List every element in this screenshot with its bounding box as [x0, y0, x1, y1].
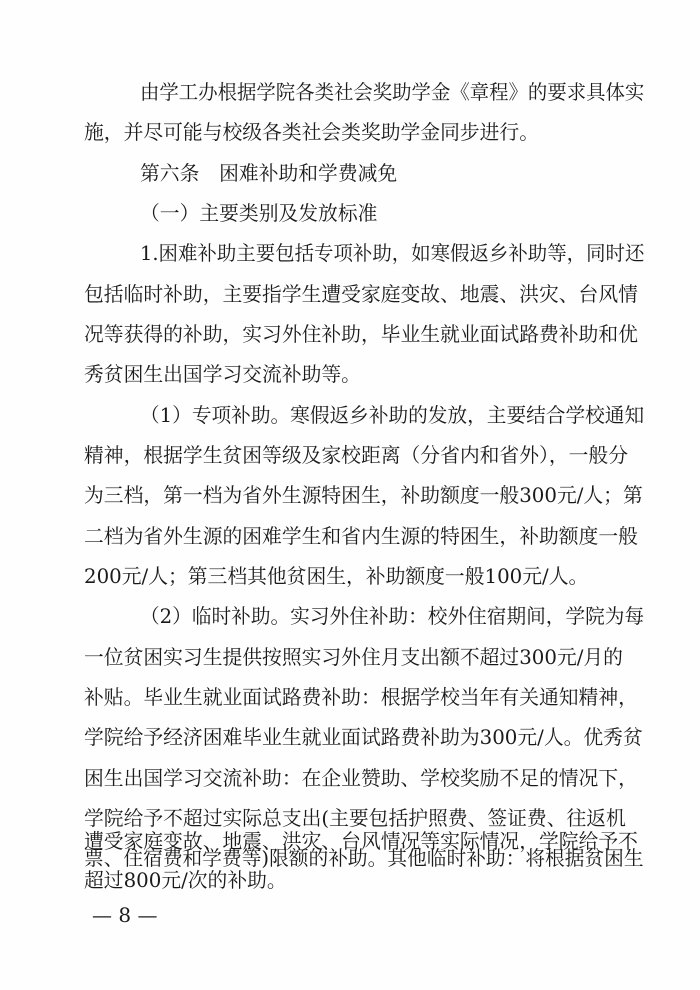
text-line-17: 学院给予经济困难毕业生就业面试路费补助为300元/人。优秀贫	[84, 726, 643, 749]
subsection-heading: （一）主要类别及发放标准	[140, 202, 378, 225]
page-number: — 8 —	[92, 903, 158, 927]
text-line-22: 超过800元/次的补助。	[84, 869, 287, 892]
text-line-5: 1.困难补助主要包括专项补助，如寒假返乡补助等，同时还	[140, 242, 645, 265]
text-line-6: 包括临时补助，主要指学生遭受家庭变故、地震、洪灾、台风情	[84, 283, 638, 306]
text-line-9: （1）专项补助。寒假返乡补助的发放，主要结合学校通知	[140, 404, 645, 427]
text-line-12: 二档为省外生源的困难学生和省内生源的特困生，补助额度一般	[84, 525, 638, 548]
text-line-7: 况等获得的补助，实习外住补助，毕业生就业面试路费补助和优	[84, 323, 638, 346]
text-line-13: 200元/人；第三档其他贫困生，补助额度一般100元/人。	[84, 565, 589, 588]
text-line-2: 施，并尽可能与校级各类社会类奖助学金同步进行。	[84, 121, 539, 144]
text-line-15: 一位贫困实习生提供按照实习外住月支出额不超过300元/月的	[84, 646, 623, 669]
text-line-8: 秀贫困生出国学习交流补助等。	[84, 363, 361, 386]
text-line-18: 困生出国学习交流补助：在企业赞助、学校奖励不足的情况下，	[84, 767, 638, 790]
text-line-14: （2）临时补助。实习外住补助：校外住宿期间，学院为每	[140, 605, 645, 628]
text-line-10: 精神，根据学生贫困等级及家校距离（分省内和省外），一般分	[84, 444, 628, 467]
text-line-1: 由学工办根据学院各类社会奖助学金《章程》的要求具体实	[140, 81, 645, 104]
section-heading-article-6: 第六条 困难补助和学费减免	[140, 162, 398, 185]
text-line-21: 遭受家庭变故、地震、洪灾、台风情况等实际情况，学院给予不	[84, 830, 638, 853]
text-line-19: 学院给予不超过实际总支出(主要包括护照费、签证费、往返机	[84, 807, 626, 830]
text-line-20: 票、住宿费和学费等)限额的补助。其他临时补助：将根据贫困生	[84, 847, 644, 870]
text-line-11: 为三档，第一档为省外生源特困生，补助额度一般300元/人；第	[84, 484, 643, 507]
text-line-16: 补贴。毕业生就业面试路费补助：根据学校当年有关通知精神，	[84, 686, 638, 709]
